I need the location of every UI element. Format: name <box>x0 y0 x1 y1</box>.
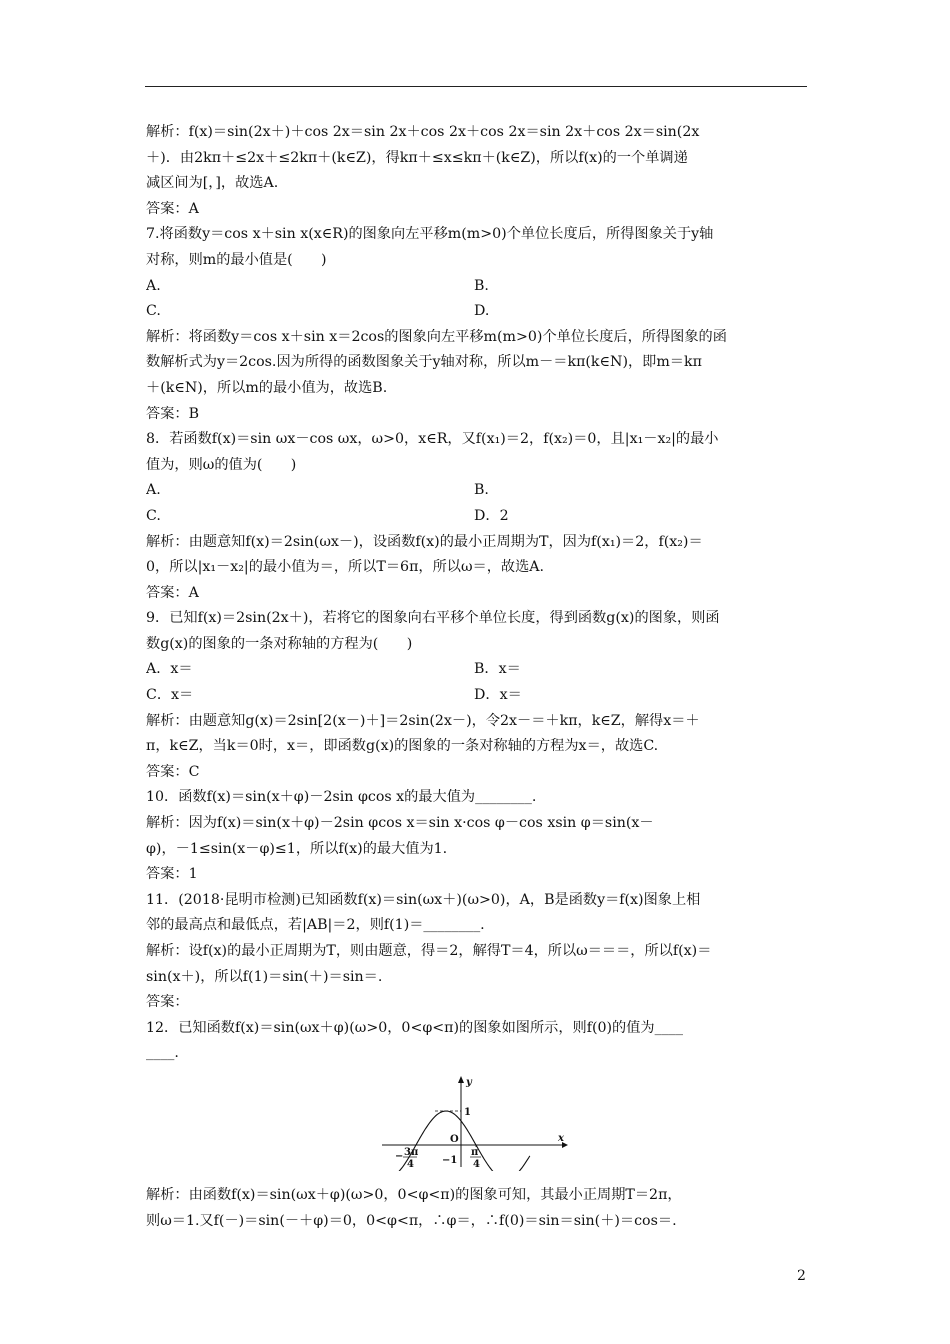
text-line: sin(x＋)，所以f(1)＝sin(＋)＝sin＝. <box>146 968 383 985</box>
text-line: 10．函数f(x)＝sin(x＋φ)－2sin φcos x的最大值为________. <box>146 789 537 806</box>
option-row <box>146 478 808 504</box>
x-tick-left-sign: − <box>395 1150 404 1162</box>
text-line: 解析：将函数y＝cos x＋sin x＝2cos的图象向左平移m(m>0)个单位长度后，所得图象的函 <box>146 328 727 345</box>
text-line: 数解析式为y＝2cos.因为所得的函数图象关于y轴对称，所以m－＝kπ(k∈N)，即m＝kπ <box>146 354 702 371</box>
header-rule <box>145 86 807 87</box>
text-line: 数g(x)的图象的一条对称轴的方程为( ) <box>146 635 413 652</box>
text-line: 解析：设f(x)的最小正周期为T，则由题意，得＝2，解得T＝4，所以ω＝＝＝，所以f(x)＝ <box>146 943 712 959</box>
option-left: C. <box>146 303 161 320</box>
x-axis-label: x <box>558 1132 564 1144</box>
text-line: 9．已知f(x)＝2sin(2x＋)，若将它的图象向右平移个单位长度，得到函数g(x)的图象，则函 <box>146 610 720 627</box>
option-right: B．x＝ <box>474 661 521 678</box>
y-axis-label: y <box>466 1076 472 1088</box>
option-right: D．x＝ <box>474 687 522 704</box>
option-row <box>146 504 808 530</box>
option-right: D．2 <box>474 507 509 524</box>
text-after-figure <box>146 1183 808 1234</box>
text-line: 答案：A <box>146 584 199 601</box>
text-line: 答案： <box>146 994 189 1011</box>
option-left: C. <box>146 507 161 524</box>
option-right: B. <box>474 482 489 499</box>
text-line: 8．若函数f(x)＝sin ωx－cos ωx，ω>0，x∈R，又f(x₁)＝2，f(x₂)＝0，且|x₁－x₂|的最小 <box>146 431 719 448</box>
text-line: 邻的最高点和最低点，若|AB|＝2，则f(1)＝________. <box>146 917 485 934</box>
text-line: 7.将函数y＝cos x＋sin x(x∈R)的图象向左平移m(m>0)个单位长度后，所得图象关于y轴 <box>146 226 714 243</box>
text-line: 答案：C <box>146 763 200 780</box>
text-line: 对称，则m的最小值是( ) <box>146 251 327 268</box>
x-tick-right-den: 4 <box>473 1158 480 1170</box>
x-tick-left-den: 4 <box>407 1158 414 1170</box>
option-left: A．x＝ <box>146 661 193 678</box>
option-row <box>146 657 808 683</box>
y-min-label: −1 <box>442 1154 458 1166</box>
text-before-figure <box>146 120 808 1067</box>
text-line: π，k∈Z，当k＝0时，x＝，即函数g(x)的图象的一条对称轴的方程为x＝，故选C. <box>146 738 659 755</box>
option-right: B. <box>474 277 489 294</box>
text-line: 12．已知函数f(x)＝sin(ωx＋φ)(ω>0，0<φ<π)的图象如图所示，则f(0)的值为____ <box>146 1019 683 1036</box>
text-line: 答案：1 <box>146 866 198 883</box>
page-content <box>146 120 808 1234</box>
origin-label: O <box>450 1133 459 1145</box>
text-line: 解析：f(x)＝sin(2x＋)＋cos 2x＝sin 2x＋cos 2x＋cos 2x＝sin 2x＋cos 2x＝sin(2x <box>146 124 700 140</box>
option-right: D. <box>474 303 490 320</box>
sine-graph-figure <box>146 1075 808 1171</box>
text-line: 解析：由题意知f(x)＝2sin(ωx－)，设函数f(x)的最小正周期为T，因为f(x₁)＝2，f(x₂)＝ <box>146 533 703 550</box>
option-row <box>146 299 808 325</box>
option-row <box>146 683 808 709</box>
page-number: 2 <box>797 1268 806 1284</box>
option-left: A. <box>146 277 161 294</box>
text-line: 解析：由函数f(x)＝sin(ωx＋φ)(ω>0，0<φ<π)的图象可知，其最小正周期T＝2π， <box>146 1186 682 1203</box>
text-line: 解析：由题意知g(x)＝2sin[2(x－)＋]＝2sin(2x－)，令2x－＝＋kπ，k∈Z，解得x＝＋ <box>146 712 700 729</box>
text-line: ＋)．由2kπ＋≤2x＋≤2kπ＋(k∈Z)，得kπ＋≤x≤kπ＋(k∈Z)，所以f(x)的一个单调递 <box>146 149 688 166</box>
y-axis-arrow <box>458 1076 464 1083</box>
text-line: 值为，则ω的值为( ) <box>146 456 297 473</box>
text-line: 减区间为[，]，故选A. <box>146 175 279 192</box>
text-line: φ)，－1≤sin(x－φ)≤1，所以f(x)的最大值为1. <box>146 840 448 857</box>
y-max-label: 1 <box>464 1106 471 1118</box>
option-left: C．x＝ <box>146 687 194 704</box>
text-line: 则ω＝1.又f(－)＝sin(－＋φ)＝0，0<φ<π，∴φ＝，∴f(0)＝sin＝sin(＋)＝cos＝. <box>146 1212 677 1229</box>
text-line: ____. <box>146 1045 179 1062</box>
x-tick-right-num: π <box>471 1146 479 1158</box>
x-tick-left-num: 3π <box>404 1146 419 1158</box>
option-row <box>146 274 808 300</box>
text-line: 11．(2018·昆明市检测)已知函数f(x)＝sin(ωx＋)(ω>0)，A，B是函数y＝f(x)图象上相 <box>146 891 701 908</box>
text-line: ＋(k∈N)，所以m的最小值为，故选B. <box>146 379 388 396</box>
text-line: 0，所以|x₁－x₂|的最小值为＝，所以T＝6π，所以ω＝，故选A. <box>146 559 545 576</box>
sine-graph <box>382 1075 572 1171</box>
text-line: 答案：A <box>146 200 199 217</box>
text-line: 解析：因为f(x)＝sin(x＋φ)－2sin φcos x＝sin x·cos φ－cos xsin φ＝sin(x－ <box>146 815 654 832</box>
text-line: 答案：B <box>146 405 199 422</box>
option-left: A. <box>146 482 161 499</box>
